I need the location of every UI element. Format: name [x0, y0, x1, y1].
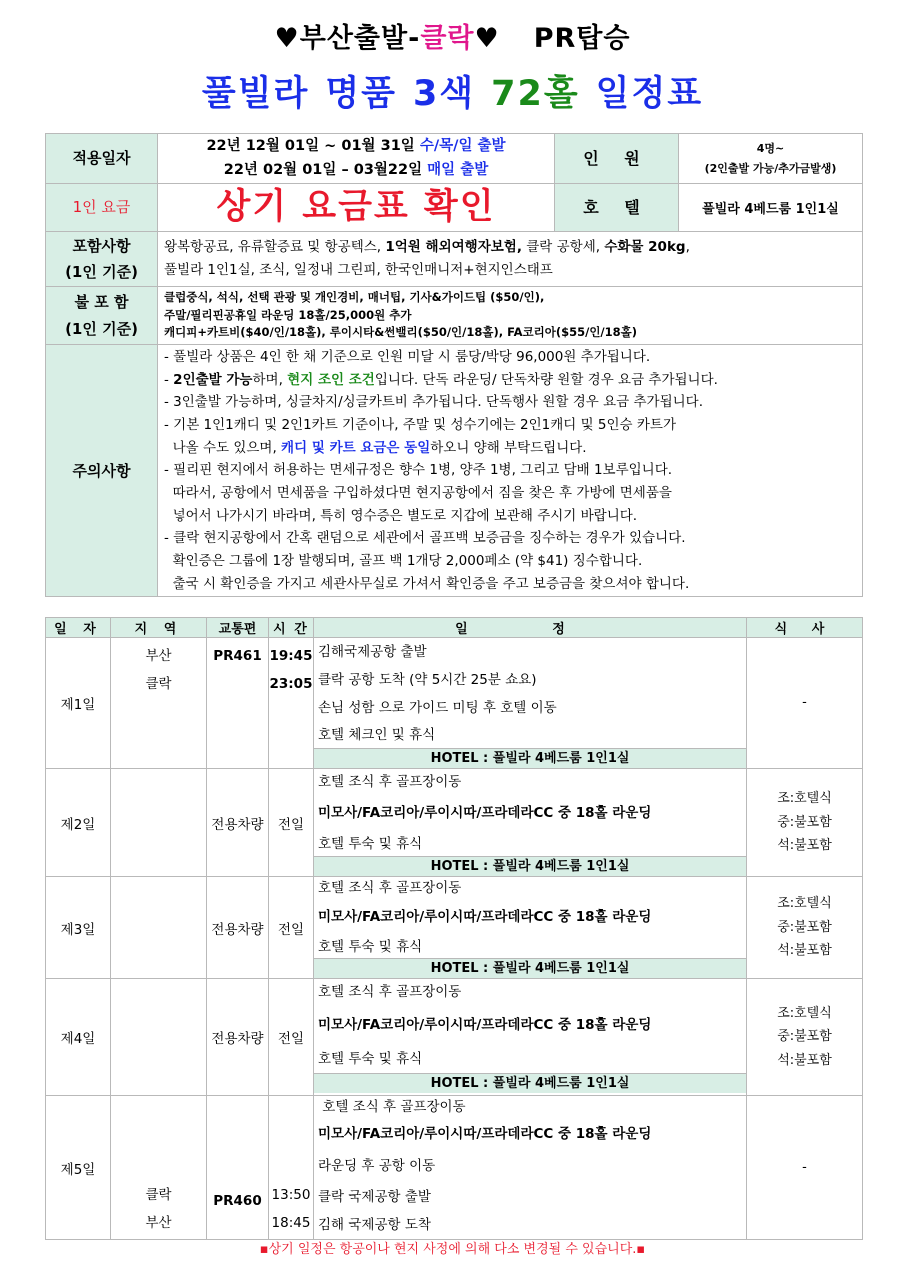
title-word: 일정표	[595, 74, 704, 114]
title-departure: 부산출발-	[299, 23, 421, 54]
day-cell: 제5일	[46, 1096, 111, 1240]
table-row	[46, 638, 863, 769]
person-value: 4명~ (2인출발 가능/추가금발생)	[679, 134, 863, 184]
note-line: 출국 시 확인증을 가지고 세관사무실로 가셔서 확인증을 주고 보증금을 찾으셔야 합니다.	[164, 575, 690, 592]
plan-line: 호텔 투숙 및 휴식	[318, 1051, 423, 1067]
exclude-label: 불 포 함 (1인 기준)	[46, 287, 158, 345]
table-row	[46, 1096, 863, 1240]
note-line: 나올 수도 있으며, 캐디 및 카트 요금은 동일하오니 양해 부탁드립니다.	[164, 439, 587, 456]
notes-label: 주의사항	[46, 345, 158, 597]
schedule-header-row	[46, 618, 863, 638]
title-word: 풀빌라	[201, 74, 310, 114]
transport-cell: 전용차량	[207, 979, 269, 1096]
transport-cell: PR460	[207, 1096, 269, 1240]
plan-line: 클락 공항 도착 (약 5시간 25분 쇼요)	[318, 672, 537, 688]
include-label: 포함사항 (1인 기준)	[46, 232, 158, 287]
transport-cell: 전용차량	[207, 769, 269, 877]
fee-label: 1인 요금	[46, 184, 158, 232]
header-meal: 식 사	[747, 618, 863, 638]
time-cell: 전일	[269, 769, 314, 877]
header-plan: 일 정	[314, 618, 747, 638]
time-cell: 전일	[269, 877, 314, 979]
transport-cell: 전용차량	[207, 877, 269, 979]
region-cell: 부산 클락	[111, 638, 207, 769]
plan-cell	[314, 769, 747, 877]
note-line: 확인증은 그룹에 1장 발행되며, 골프 백 1개당 2,000페소 (약 $41) 징수합니다.	[164, 553, 643, 570]
include-value: 왕복항공료, 유류할증료 및 항공텍스, 1억원 해외여행자보험, 클락 공항세, 수화물 20kg, 풀빌라 1인1실, 조식, 일정내 그린피, 한국인매니저+현지인스태프	[158, 232, 863, 287]
plan-line: 호텔 조식 후 골프장이동	[318, 774, 462, 790]
fee-value: 상기 요금표 확인	[158, 184, 555, 232]
header-region: 지 역	[111, 618, 207, 638]
hotel-bar: HOTEL : 풀빌라 4베드룸 1인1실	[314, 958, 746, 978]
note-line: - 2인출발 가능하며, 현지 조인 조건입니다. 단독 라운딩/ 단독차량 원할 경우 요금 추가됩니다.	[164, 371, 718, 388]
time-cell: 전일	[269, 979, 314, 1096]
note-line: - 클락 현지공항에서 간혹 랜덤으로 세관에서 골프백 보증금을 징수하는 경우가 있습니다.	[164, 530, 686, 547]
transport-cell: PR461	[207, 638, 269, 769]
time-cell: 19:45 23:05	[269, 638, 314, 769]
title-destination: 클락	[420, 23, 475, 54]
meal-cell: -	[747, 1096, 863, 1240]
plan-line: 미모사/FA코리아/루이시따/프라데라CC 중 18홀 라운딩	[318, 909, 652, 925]
region-cell	[111, 877, 207, 979]
apply-date-value: 22년 12월 01일 ~ 01월 31일 수/목/일 출발 22년 02월 01일 – 03월22일 매일 출발	[158, 134, 555, 184]
meal-cell: 조:호텔식 중:불포함 석:불포함	[747, 877, 863, 979]
hotel-value: 풀빌라 4베드룸 1인1실	[679, 184, 863, 232]
region-cell: 클락 부산	[111, 1096, 207, 1240]
footer-note: ▪상기 일정은 항공이나 현지 사정에 의해 다소 변경될 수 있습니다.▪	[259, 1242, 646, 1257]
day-cell: 제3일	[46, 877, 111, 979]
plan-line: 미모사/FA코리아/루이시따/프라데라CC 중 18홀 라운딩	[318, 1126, 652, 1142]
plan-cell	[314, 979, 747, 1096]
info-table	[45, 133, 863, 597]
hotel-label: 호 텔	[555, 184, 679, 232]
plan-line: 손님 성함 으로 가이드 미팅 후 호텔 이동	[318, 700, 557, 716]
header-day: 일 자	[46, 618, 111, 638]
schedule-table	[45, 617, 863, 1240]
note-line: - 기본 1인1캐디 및 2인1카트 기준이나, 주말 및 성수기에는 2인1캐디 및 5인승 카트가	[164, 417, 677, 434]
table-row	[46, 769, 863, 877]
plan-line: 호텔 조식 후 골프장이동	[318, 880, 462, 896]
exclude-value: 클럽중식, 석식, 선택 관광 및 개인경비, 매너팁, 기사&가이드팁 ($50/인), 주말/필리핀공휴일 라운딩 18홀/25,000원 추가 캐디피+카트비($40/인/18홀), 루이시타&썬밸리($50/인/18홀), FA코리아($55/인/18홀)	[158, 287, 863, 345]
meal-cell: 조:호텔식 중:불포함 석:불포함	[747, 769, 863, 877]
notes-value	[158, 345, 863, 597]
plan-cell	[314, 1096, 747, 1240]
header-transport: 교통편	[207, 618, 269, 638]
hotel-bar: HOTEL : 풀빌라 4베드룸 1인1실	[314, 1073, 746, 1093]
title-word: 72홀	[491, 74, 580, 114]
table-row	[46, 979, 863, 1096]
person-label: 인 원	[555, 134, 679, 184]
plan-cell	[314, 638, 747, 769]
title-word: 3색	[412, 74, 476, 114]
plan-line: 미모사/FA코리아/루이시따/프라데라CC 중 18홀 라운딩	[318, 1017, 652, 1033]
title-word: 명품	[325, 74, 397, 114]
plan-line: 호텔 체크인 및 휴식	[318, 727, 436, 743]
plan-line: 호텔 투숙 및 휴식	[318, 939, 423, 955]
plan-line: 라운딩 후 공항 이동	[318, 1158, 436, 1174]
note-line: - 풀빌라 상품은 4인 한 채 기준으로 인원 미달 시 룸당/박당 96,000원 추가됩니다.	[164, 349, 651, 365]
title-airline: PR탑승	[533, 23, 631, 54]
note-line: 따라서, 공항에서 면세품을 구입하셨다면 현지공항에서 짐을 찾은 후 가방에 면세품을	[164, 485, 672, 502]
day-cell: 제2일	[46, 769, 111, 877]
day-cell: 제4일	[46, 979, 111, 1096]
note-line: - 필리핀 현지에서 허용하는 면세규정은 향수 1병, 양주 1병, 그리고 담배 1보루입니다.	[164, 462, 673, 479]
meal-cell: 조:호텔식 중:불포함 석:불포함	[747, 979, 863, 1096]
plan-line: 미모사/FA코리아/루이시따/프라데라CC 중 18홀 라운딩	[318, 805, 652, 821]
title-line-2	[0, 66, 905, 116]
note-line: 넣어서 나가시기 바라며, 특히 영수증은 별도로 지갑에 보관해 주시기 바랍니다.	[164, 507, 638, 524]
header-time: 시 간	[269, 618, 314, 638]
plan-cell	[314, 877, 747, 979]
apply-date-label: 적용일자	[46, 134, 158, 184]
region-cell	[111, 979, 207, 1096]
region-cell	[111, 769, 207, 877]
table-row	[46, 877, 863, 979]
time-cell: 13:50 18:45	[269, 1096, 314, 1240]
hotel-bar: HOTEL : 풀빌라 4베드룸 1인1실	[314, 856, 746, 876]
plan-line: 김해 국제공항 도착	[318, 1217, 431, 1233]
meal-cell: -	[747, 638, 863, 769]
title-line-1	[0, 16, 905, 55]
plan-line: 호텔 투숙 및 휴식	[318, 836, 423, 852]
plan-line: 김해국제공항 출발	[318, 644, 427, 660]
plan-line: 클락 국제공항 출발	[318, 1189, 431, 1205]
note-line: - 3인출발 가능하며, 싱글차지/싱글카트비 추가됩니다. 단독행사 원할 경우 요금 추가됩니다.	[164, 394, 703, 411]
heart-icon: ♥	[474, 23, 500, 54]
day-cell: 제1일	[46, 638, 111, 769]
plan-line: 호텔 조식 후 골프장이동	[318, 984, 462, 1000]
plan-line: 호텔 조식 후 골프장이동	[318, 1099, 466, 1115]
heart-icon: ♥	[274, 23, 300, 54]
hotel-bar: HOTEL : 풀빌라 4베드룸 1인1실	[314, 748, 746, 768]
